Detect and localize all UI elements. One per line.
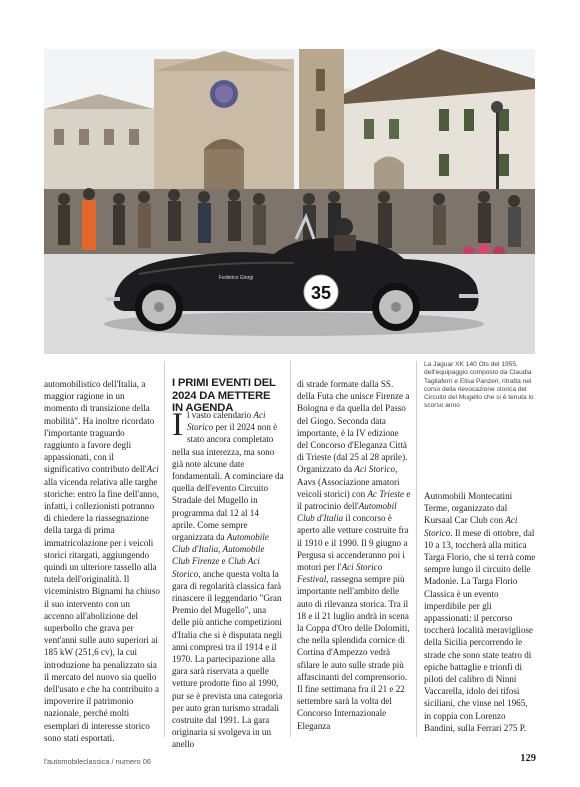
brand-name: Aci (146, 464, 159, 475)
article-column-4 (424, 490, 536, 734)
brand-name: Aci Storico (354, 464, 396, 475)
car-number: 35 (310, 283, 332, 303)
body-text: automobilistico dell'Italia, a maggior ragione in un momento di transizione della mobilità". Ha inoltre ricordato l'importante traguardo raggiunto a favore degli appassionati, con il significativo contributo dell' (44, 379, 155, 475)
body-text: , anche questa volta la gara di regolarità classica farà rinascere il leggendario "Gran Premio del Mugello", una delle più antiche competizioni d'Italia che si è disputata negli anni compresi tra il 1914 e il 1970. La partecipazione alla gara sarà riservata a quelle vetture prodotte fino al 1990, pur se è prevista una categoria per auto gran turismo stradali costruite dal 1991. La gara originaria si svolgeva in un anello (172, 568, 283, 750)
body-paragraph (424, 490, 536, 734)
body-text: di strade formate dalla SS. della Futa che unisce Firenze a Bologna e da quella del Passo del Giogo. Seconda data importante, è la IV edizione del Concorso d'Eleganza Città di Trieste (dal 25 al 28 aprile). Organizzato da (297, 379, 410, 475)
brand-name: Aci Storico (424, 515, 518, 538)
column-divider (164, 361, 165, 737)
page-number: 129 (520, 753, 536, 764)
body-text: e il patrocinio dell' (297, 488, 411, 512)
column-divider (290, 361, 291, 737)
body-text: alla vicenda relativa alle targhe storiche: entro la fine dell'anno, infatti, i collezionisti potranno di chiedere la riassegnazione della targa di prima immatricolazione per i veicoli storici ritargati, aggiungendo quindi un ulteriore tassello alla tutela dell'originalità. Il viceministro Bignami ha chiuso il suo intervento con un accenno all'abolizione del superbollo che grava per vent'anni sulle auto superiori ai 185 kW (251,6 cv), la cui introduzione ha penalizzato sia il mercato del nuovo sia quello dell'usato e che ha contribuito a impoverire il patrimonio nazionale, perché molti esemplari di interesse storico sono stati esportati. (44, 476, 160, 743)
column-divider (416, 361, 417, 737)
body-paragraph (172, 409, 284, 751)
body-text: e (219, 556, 228, 567)
body-text: . Il mese di ottobre, dal 10 a 13, toccherà alla mitica Targa Florio, che si terrà come sempre lungo il circuito delle Madonie. La Targa Florio Classica è un evento imperdibile per gli appassionati: il percorso toccherà località meravigliose della Sicilia percorrendo le strade che sono state teatro di epiche battaglie e trionfi di piloti del calibro di Ninni Vaccarella, idolo dei tifosi siciliani, che vinse nel 1965, in coppia con Lorenzo Bandini, sulla Ferrari 275 P. (424, 527, 536, 733)
body-text: l vasto calendario (187, 410, 254, 420)
body-text: , Aavs (Associazione amatori veicoli storici) con (297, 464, 400, 499)
magazine-footer: l'automobileclassica / numero 06 (44, 757, 151, 766)
body-paragraph (297, 378, 411, 732)
body-text: il concorso è aperto alle vetture costruite fra il 1910 e il 1990. Il 9 giugno a Pergusa si accenderanno poi i motori per l' (297, 513, 409, 573)
body-text: per il 2024 non è stato ancora completato nella sua interezza, ma sono già note alcune date fondamentali. A cominciare da quella dell'evento Circuito Stradale del Mugello in programma dal 12 al 14 aprile. Come sempre organizzata da (172, 422, 284, 543)
section-headline: I PRIMI EVENTI DEL 2024 DA METTERE IN AGENDA (172, 377, 276, 414)
brand-name: Automobil Club d'Italia (297, 501, 397, 524)
event-name: Aci Storico Festival (297, 562, 383, 585)
brand-name: Ac Trieste (367, 488, 405, 499)
article-column-1 (44, 378, 160, 744)
article-column-2 (172, 409, 284, 751)
body-paragraph (44, 378, 160, 744)
brand-name: Automobile Club d'Italia, Automobile Club Firenze (172, 532, 269, 567)
photo-caption: La Jaguar XK 140 Ots del 1955, dell'equipaggio composto da Claudia Tagliaferri e Elisa Panzeri, ritratta nel corso della rievocazione storica del Circuito del Mugello che si è tenuta lo scorso anno (424, 361, 534, 410)
brand-name: Club Aci Storico (172, 556, 260, 579)
article-photo (44, 49, 535, 354)
body-text: , rassegna sempre più importante nell'ambito delle auto di rilevanza storica. Tra il 18 e il 21 luglio andrà in scena la Coppa d'Oro delle Dolomiti, che nella splendida cornice di Cortina d'Ampezzo vedrà sfilare le auto sulle strade più affascinanti del comprensorio. Il fine settimana fra il 21 e 22 settembre sarà la volta del Concorso Internazionale Eleganza (297, 574, 410, 731)
article-column-3 (297, 378, 411, 732)
door-plate: Federico Giorgi (219, 275, 254, 281)
brand-name: Aci Storico (187, 410, 266, 433)
drop-cap: I (172, 407, 183, 443)
body-text: Automobili Montecatini Terme, organizzato dal Kursaal Car Club con (424, 491, 513, 526)
jaguar-xk140-photo (44, 49, 535, 354)
